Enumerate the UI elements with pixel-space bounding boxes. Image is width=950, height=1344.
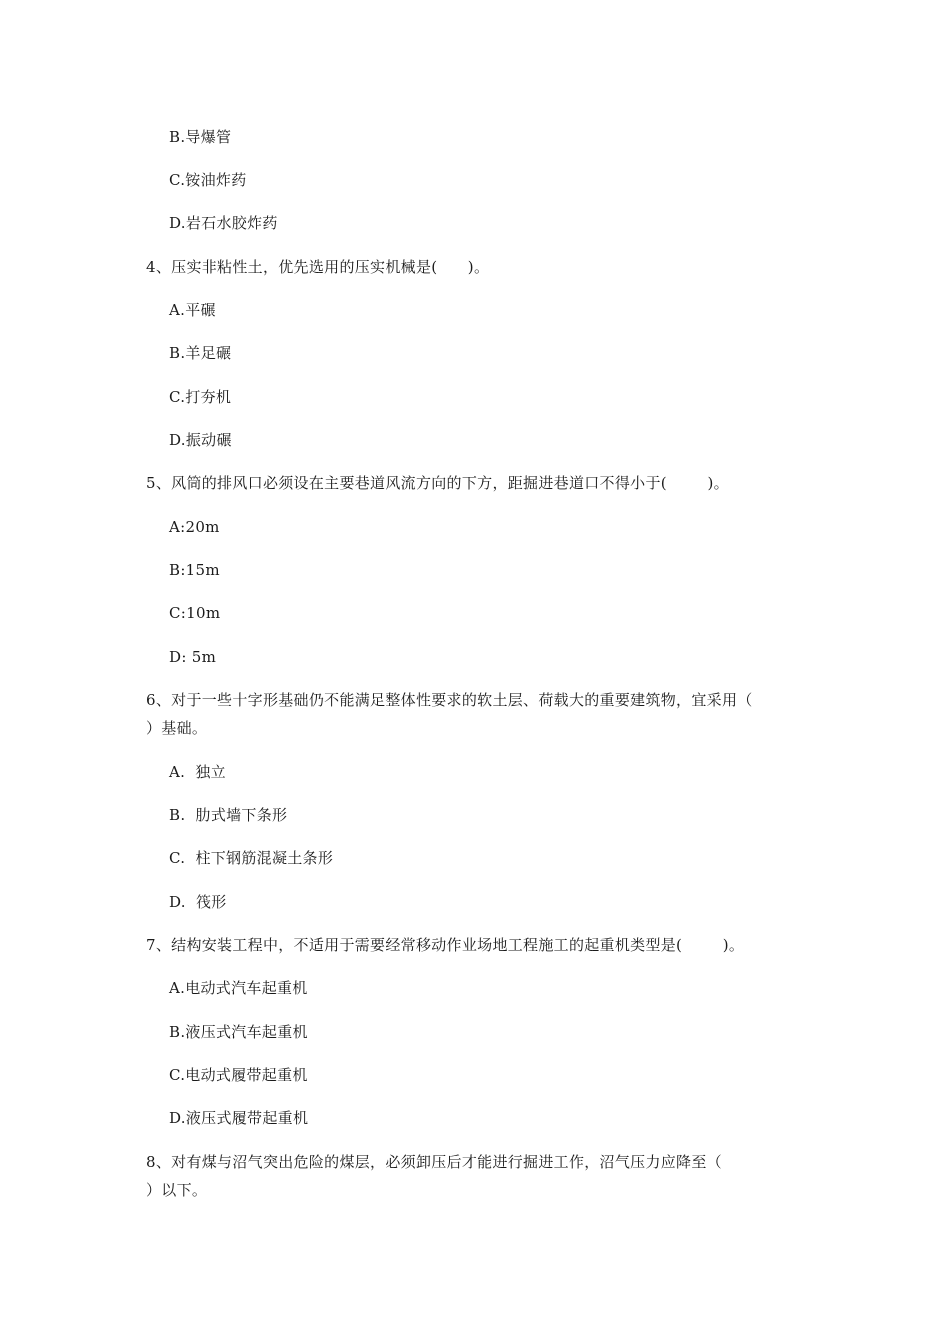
question-6: 6、对于一些十字形基础仍不能满足整体性要求的软土层、荷载大的重要建筑物，宜采用（ [146, 691, 753, 709]
option-4c: C.打夯机 [169, 388, 232, 406]
question-4: 4、压实非粘性土，优先选用的压实机械是( )。 [146, 258, 490, 276]
option-6c: C. 柱下钢筋混凝土条形 [169, 849, 334, 867]
question-5: 5、风筒的排风口必须设在主要巷道风流方向的下方，距掘进巷道口不得小于( )。 [146, 474, 729, 492]
question-7: 7、结构安装工程中，不适用于需要经常移动作业场地工程施工的起重机类型是( )。 [146, 936, 745, 954]
option-5a: A:20m [169, 518, 220, 536]
option-3c: C.铵油炸药 [169, 171, 247, 189]
option-7d: D.液压式履带起重机 [169, 1109, 309, 1127]
option-5c: C:10m [169, 604, 221, 622]
option-6a: A. 独立 [169, 763, 226, 781]
option-4b: B.羊足碾 [169, 344, 232, 362]
option-7a: A.电动式汽车起重机 [169, 979, 308, 997]
option-4a: A.平碾 [169, 301, 216, 319]
question-8: 8、对有煤与沼气突出危险的煤层，必须卸压后才能进行掘进工作，沼气压力应降至（ [146, 1153, 722, 1171]
option-7c: C.电动式履带起重机 [169, 1066, 308, 1084]
option-4d: D.振动碾 [169, 431, 232, 449]
option-5b: B:15m [169, 561, 220, 579]
option-3d: D.岩石水胶炸药 [169, 214, 278, 232]
question-8-cont: ）以下。 [146, 1181, 208, 1199]
option-5d: D: 5m [169, 648, 217, 666]
option-3b: B.导爆管 [169, 128, 232, 146]
question-6-cont: ）基础。 [146, 719, 208, 737]
option-6d: D. 筏形 [169, 893, 227, 911]
option-6b: B. 肋式墙下条形 [169, 806, 288, 824]
option-7b: B.液压式汽车起重机 [169, 1023, 308, 1041]
